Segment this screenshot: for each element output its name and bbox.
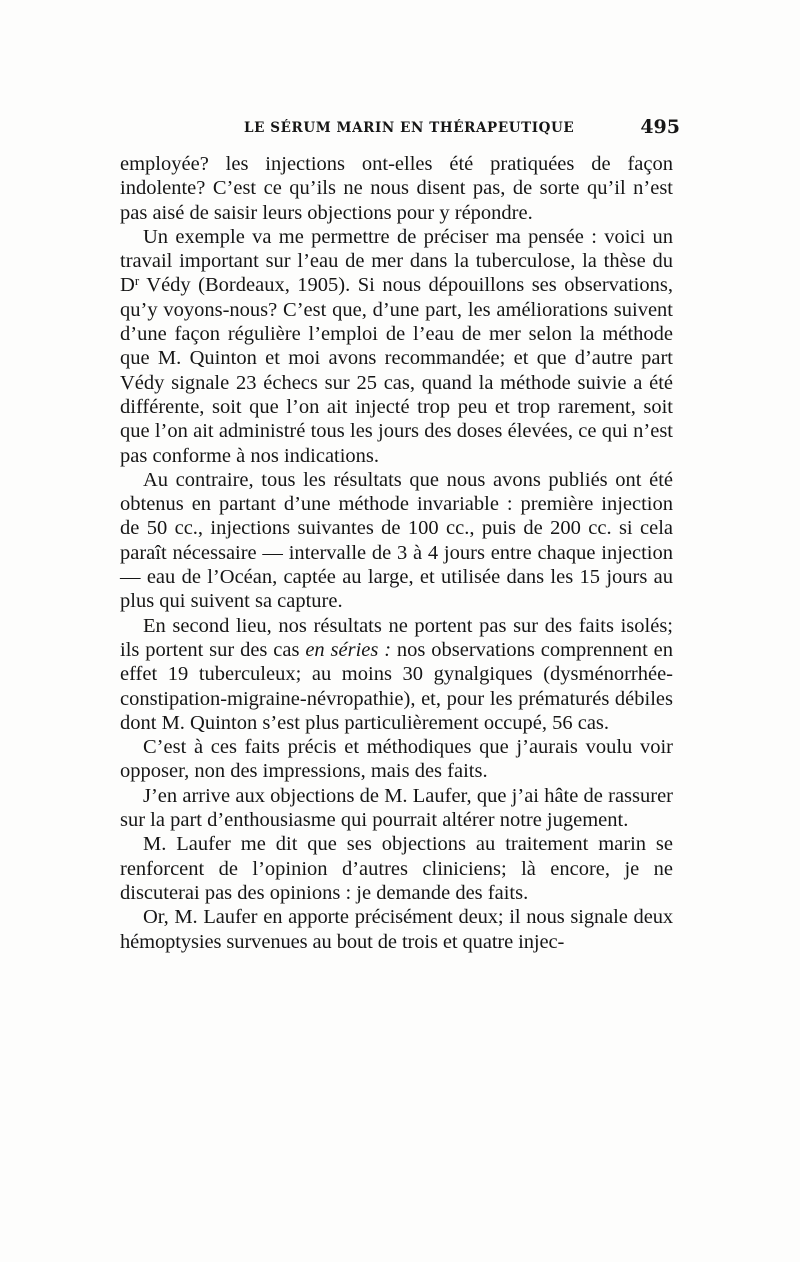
paragraph-2-part-a: Un exemple va me permettre de préciser ma pensée : voici un travail important sur l’eau de mer dans la tuberculose, la thèse du D (120, 225, 673, 297)
body-text (120, 152, 673, 954)
paragraph-6: J’en arrive aux objections de M. Laufer, que j’ai hâte de rassurer sur la part d’enthousiasme qui pourrait altérer notre jugement. (120, 784, 673, 832)
paragraph-4-part-b: nos observations comprennent en effet 19 tuberculeux; au moins 30 gynalgiques (dysménorrhée-constipation-migraine-névropathie), et, pour les prématurés débiles dont M. Quinton s’est plus particulièrement occupé, 56 cas. (120, 638, 673, 734)
page-number: 495 (640, 116, 680, 138)
emphasis-en-series: en séries : (305, 638, 392, 661)
paragraph-8: Or, M. Laufer en apporte précisément deux; il nous signale deux hémoptysies survenues au bout de trois et quatre injec- (120, 906, 673, 953)
paragraph-2 (120, 225, 673, 468)
paragraph-4 (120, 614, 673, 735)
running-title: LE SÉRUM MARIN EN THÉRAPEUTIQUE (244, 120, 575, 136)
running-head (120, 116, 680, 144)
paragraph-1: employée? les injections ont-elles été pratiquées de façon indolente? C’est ce qu’ils ne nous disent pas, de sorte qu’il n’est pas aisé de saisir leurs objections pour y répondre. (120, 153, 673, 224)
paragraph-7: M. Laufer me dit que ses objections au traitement marin se renforcent de l’opinion d’autres cliniciens; là encore, je ne discuterai pas des opinions : je demande des faits. (120, 833, 673, 904)
paragraph-5: C’est à ces faits précis et méthodiques que j’aurais voulu voir opposer, non des impressions, mais des faits. (120, 736, 673, 783)
doctor-title-superscript: r (134, 273, 140, 289)
paragraph-3: Au contraire, tous les résultats que nous avons publiés ont été obtenus en partant d’une méthode invariable : première injection de 50 cc., injections suivantes de 100 cc., puis de 200 cc. si cela paraît nécessaire — intervalle de 3 à 4 jours entre chaque injection — eau de l’Océan, captée au large, et utilisée dans les 15 jours au plus qui suivent sa capture. (120, 468, 673, 613)
paragraph-2-part-b: Védy (Bordeaux, 1905). Si nous dépouillons ses observations, qu’y voyons-nous? C’est que, d’une part, les améliorations suivent d’une façon régulière l’emploi de l’eau de mer selon la méthode que M. Quinton et moi avons recommandée; et que d’autre part Védy signale 23 échecs sur 25 cas, quand la méthode suivie a été différente, soit que l’on ait injecté trop peu et trop rarement, soit que l’on ait administré tous les jours des doses élevées, ce qui n’est pas conforme à nos indications. (120, 274, 673, 467)
paragraph-4-part-a: En second lieu, nos résultats ne portent pas sur des faits isolés; ils portent sur des cas (120, 614, 673, 661)
